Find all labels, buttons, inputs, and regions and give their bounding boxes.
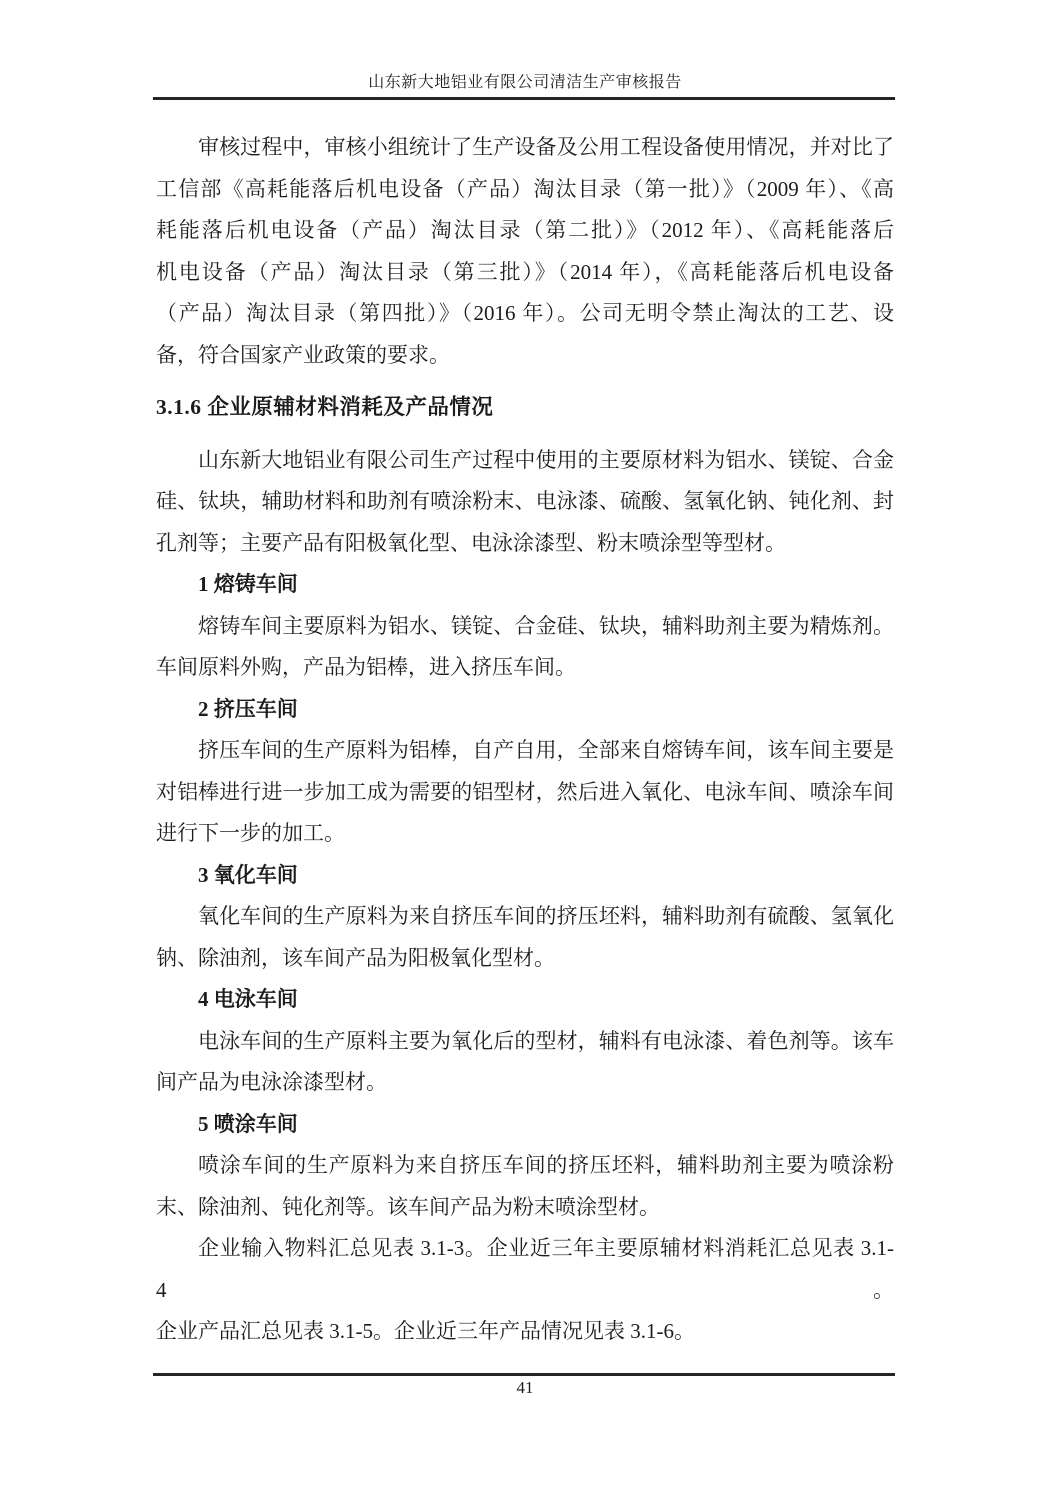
paragraph [156,1021,894,1104]
text-line: 对铝棒进行进一步加工成为需要的铝型材，然后进入氧化、电泳车间、喷涂车间 [156,779,894,804]
text-line: 工信部《高耗能落后机电设备（产品）淘汰目录（第一批）》（2009 年）、《高 [156,176,894,201]
text-line: 耗能落后机电设备（产品）淘汰目录（第二批）》（2012 年）、《高耗能落后 [156,218,894,242]
subsection-heading: 1 熔铸车间 [198,572,298,596]
text-line: 企业输入物料汇总见表 3.1-3。企业近三年主要原辅材料消耗汇总见表 3.1-4。 [156,1236,894,1302]
text-line: 间产品为电泳涂漆型材。 [156,1070,387,1094]
header-rule [153,97,895,100]
text-line: 备，符合国家产业政策的要求。 [156,342,450,367]
paragraph [156,440,894,565]
paragraph [156,127,894,376]
text-line: 熔铸车间主要原料为铝水、镁锭、合金硅、钛块，辅料助剂主要为精炼剂。 [198,613,894,638]
subsection-heading: 4 电泳车间 [198,987,298,1011]
paragraph [156,606,894,689]
text-line: 车间原料外购，产品为铝棒，进入挤压车间。 [156,655,576,679]
subsection-heading: 2 挤压车间 [198,696,298,721]
text-line: 喷涂车间的生产原料为来自挤压车间的挤压坯料，辅料助剂主要为喷涂粉 [198,1153,894,1177]
text-line: 钠、除油剂，该车间产品为阳极氧化型材。 [156,945,555,970]
text-line: 企业产品汇总见表 3.1-5。企业近三年产品情况见表 3.1-6。 [156,1319,695,1343]
paragraph [156,1145,894,1228]
paragraph [156,1228,894,1353]
text-line: 山东新大地铝业有限公司生产过程中使用的主要原材料为铝水、镁锭、合金 [198,447,894,472]
text-line: 进行下一步的加工。 [156,821,345,845]
text-line: 挤压车间的生产原料为铝棒，自产自用，全部来自熔铸车间，该车间主要是 [198,738,894,762]
text-line: 硅、钛块，辅助材料和助剂有喷涂粉末、电泳漆、硫酸、氢氧化钠、钝化剂、封 [156,489,894,513]
text-line: 末、除油剂、钝化剂等。该车间产品为粉末喷涂型材。 [156,1194,660,1219]
subsection-heading: 3 氧化车间 [198,862,298,887]
section-heading: 3.1.6 企业原辅材料消耗及产品情况 [156,395,494,419]
subsection-heading: 5 喷涂车间 [198,1111,298,1136]
text-line: 机电设备（产品）淘汰目录（第三批）》（2014 年），《高耗能落后机电设备 [156,259,894,284]
text-line: 氧化车间的生产原料为来自挤压车间的挤压坯料，辅料助剂有硫酸、氢氧化 [198,904,894,928]
paragraph [156,730,894,855]
page-header-title: 山东新大地铝业有限公司清洁生产审核报告 [368,74,682,91]
document-body [156,127,894,1353]
text-line: 审核过程中，审核小组统计了生产设备及公用工程设备使用情况，并对比了 [198,135,894,159]
text-line: （产品）淘汰目录（第四批）》（2016 年）。公司无明令禁止淘汰的工艺、设 [156,301,894,325]
paragraph [156,896,894,979]
footer-rule [153,1373,895,1376]
text-line: 电泳车间的生产原料主要为氧化后的型材，辅料有电泳漆、着色剂等。该车 [198,1028,894,1053]
page-number: 41 [516,1378,534,1397]
text-line: 孔剂等；主要产品有阳极氧化型、电泳涂漆型、粉末喷涂型等型材。 [156,530,786,555]
